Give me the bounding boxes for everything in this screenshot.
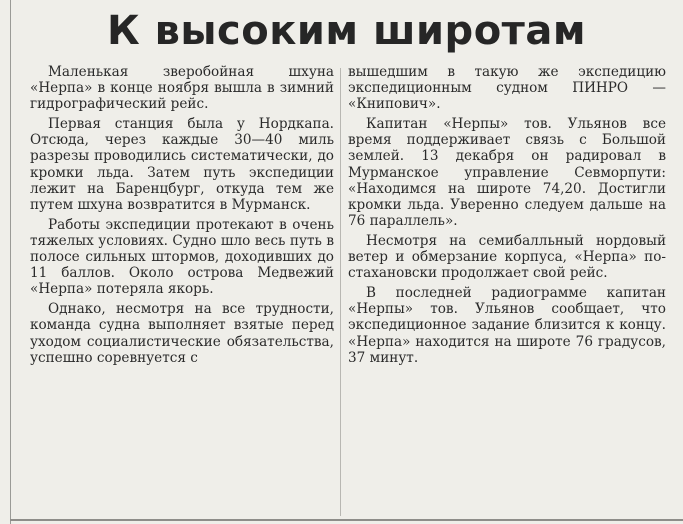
article-headline: К высоким широтам xyxy=(106,8,587,54)
paragraph: Первая станция была у Нордкапа. Отсюда, через каждые 30—40 миль разрезы проводились систематически, до кромки льда. Затем путь экспедиции лежит на Баренцбург, откуда тем же путем шхуна возвратится в Мурманск. xyxy=(30,116,334,213)
paragraph: Несмотря на семибалльный нордовый ветер и обмерзание корпуса, «Нерпа» по-стахановски продолжает свой рейс. xyxy=(348,232,666,282)
bottom-rule xyxy=(10,519,683,521)
paragraph: Однако, несмотря на все трудности, команда судна выполняет взятые перед уходом социалистические обязательства, успешно соревнуется с xyxy=(30,301,334,366)
paragraph: Маленькая зверобойная шхуна «Нерпа» в конце ноября вышла в зимний гидрографический рейс. xyxy=(30,64,334,113)
column-divider xyxy=(340,68,341,516)
left-text-column xyxy=(30,64,334,370)
paragraph: В последней радиограмме капитан «Нерпы» тов. Ульянов сообщает, что экспедиционное задание близится к концу. «Нерпа» находится на широте 76 градусов, 37 минут. xyxy=(348,285,666,366)
left-column-rule xyxy=(10,0,11,524)
paragraph: Капитан «Нерпы» тов. Ульянов все время поддерживает связь с Большой землей. 13 декабря он радировал в Мурманское управление Севморпути: «Находимся на широте 74,20. Достигли кромки льда. Уверенно следуем дальше на 76 параллель». xyxy=(348,116,666,229)
right-text-column xyxy=(348,64,666,370)
paragraph-continuation: вышедшим в такую же экспедицию экспедиционным судном ПИНРО — «Книпович». xyxy=(348,64,666,113)
paragraph: Работы экспедиции протекают в очень тяжелых условиях. Судно шло весь путь в полосе сильных штормов, доходивших до 11 баллов. Около острова Медвежий «Нерпа» потеряла якорь. xyxy=(30,216,334,298)
